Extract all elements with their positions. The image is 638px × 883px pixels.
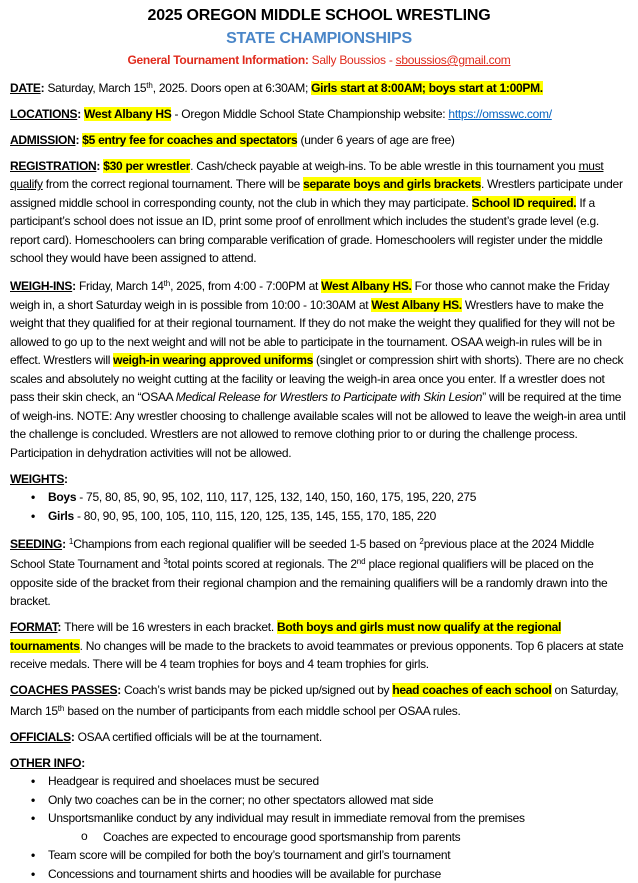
text-run: For those who cannot make the Friday weigh in, a short Saturday weigh in is possible from 10:00 - 10:30AM at [10, 279, 609, 312]
text-run: Headgear is required and shoelaces must be secured [48, 774, 319, 788]
text-run: , 2025, from 4:00 - 7:00PM at [170, 279, 321, 293]
text-run: : [71, 730, 78, 744]
weights-label: WEIGHTS [10, 472, 64, 486]
text-run: (singlet or compression shirt with shorts). There are no check scales and absolutely no weight cutting at the facility or leaving the weigh-in area once you enter. If a wrestler does not pass their skin check, an “OSAA [10, 353, 623, 404]
text-run: on Saturday, March 15 [10, 683, 618, 718]
text-run: There will be 16 wresters in each bracket. [64, 620, 277, 634]
text-run: previous place at the 2024 Middle School State Tournament and [10, 537, 594, 572]
text-run: , 2025. Doors open at 6:30AM; [153, 81, 311, 95]
text-run: th [164, 279, 170, 288]
list-item-text [103, 830, 460, 844]
text-run: : [117, 683, 124, 697]
section-other-info-heading [10, 754, 628, 773]
section-officials [10, 728, 628, 747]
website-link[interactable]: https://omsswc.com/ [448, 107, 551, 121]
section-weigh-ins [10, 275, 628, 462]
format-label: FORMAT [10, 620, 57, 634]
text-run: Girls start at 8:00AM; boys start at 1:00PM. [311, 81, 543, 95]
list-item-unsportsmanlike [10, 809, 628, 828]
email-link[interactable]: sboussios@gmail.com [396, 53, 511, 67]
list-item-text [48, 811, 525, 825]
weighins-label: WEIGH-INS [10, 279, 72, 293]
contact-line [10, 52, 628, 69]
bullet-icon: • [31, 846, 35, 865]
list-item-boys-weights [10, 488, 628, 507]
text-run: th [146, 81, 152, 90]
text-run: OSAA certified officials will be at the tournament. [78, 730, 322, 744]
section-seeding [10, 533, 628, 611]
text-run: Champions from each regional qualifier will be seeded 1-5 based on [73, 537, 419, 551]
text-run: weigh-in wearing approved uniforms [113, 353, 313, 367]
bullet-circle-icon: o [81, 827, 87, 846]
text-run: separate boys and girls brackets [303, 177, 481, 191]
text-run: Team score will be compiled for both the boy’s tournament and girl’s tournament [48, 848, 450, 862]
text-run: th [58, 704, 64, 713]
text-run: West Albany HS. [371, 298, 462, 312]
text-run: Both boys and girls must now qualify at the regional tournaments [10, 620, 561, 653]
section-locations [10, 105, 628, 124]
text-run: If a participant’s school does not issue an ID, print some proof of enrollment which includes the student’s grade level (e.g. report card). Homeschoolers can bring comparable verification of grade. Homeschoolers will register under the middle school they would have been assigned to attend. [10, 196, 602, 266]
text-run: Girls [48, 509, 74, 523]
text-run: 2 [419, 537, 423, 546]
list-item-text [48, 490, 476, 504]
coaches-passes-label: COACHES PASSES [10, 683, 117, 697]
list-item-girls-weights [10, 507, 628, 526]
text-run: : [41, 81, 48, 95]
text-run: $30 per wrestler [103, 159, 190, 173]
text-run: (under 6 years of age are free) [297, 133, 454, 147]
text-run: : [72, 279, 79, 293]
text-run: West Albany HS [84, 107, 171, 121]
text-run: Coaches are expected to encourage good sportsmanship from parents [103, 830, 460, 844]
text-run: 3 [163, 557, 167, 566]
list-item-text [48, 793, 433, 807]
text-run: : [64, 472, 68, 486]
text-run: Friday, March 14 [79, 279, 164, 293]
text-run: Unsportsmanlike conduct by any individual may result in immediate removal from the premises [48, 811, 525, 825]
text-run: nd [357, 557, 366, 566]
text-run: Coach’s wrist bands may be picked up/signed out by [124, 683, 392, 697]
bullet-icon: • [31, 791, 35, 810]
text-run: . Cash/check payable at weigh-ins. To be able wrestle in this tournament you [190, 159, 578, 173]
text-run: : [62, 537, 69, 551]
text-run: ” will be required at the time of weigh-ins. NOTE: Any wrestler choosing to challenge available scales will not be allowed to leave the weigh-in area until the challenge is concluded. Wrestlers are not allowed to remove clothing prior to or during the challenge process. Participation in dehydration activities will not be allowed. [10, 390, 626, 460]
text-run: . No changes will be made to the brackets to avoid teammates or previous opponents. Top 6 placers at state receive medals. There will be 4 team trophies for boys and 4 team trophies for girls. [10, 639, 623, 672]
bullet-icon: • [31, 809, 35, 828]
text-run: Only two coaches can be in the corner; no other spectators allowed mat side [48, 793, 433, 807]
admission-label: ADMISSION [10, 133, 75, 147]
text-run: Sally Boussios - [312, 53, 396, 67]
text-run: : [96, 159, 103, 173]
section-weights-heading [10, 470, 628, 489]
text-run: Concessions and tournament shirts and hoodies will be available for purchase [48, 867, 441, 881]
text-run: . Wrestlers participate under assigned middle school in corresponding county, not the club in which they may participate. [10, 177, 623, 210]
list-item-text [48, 867, 441, 881]
list-item-team-score [10, 846, 628, 865]
registration-label: REGISTRATION [10, 159, 96, 173]
text-run: - 80, 90, 95, 100, 105, 110, 115, 120, 125, 135, 145, 155, 170, 185, 220 [74, 509, 436, 523]
bullet-icon: • [31, 488, 35, 507]
bullet-icon: • [31, 772, 35, 791]
locations-label: LOCATIONS [10, 107, 77, 121]
section-format [10, 618, 628, 674]
section-admission [10, 131, 628, 150]
bullet-icon: • [31, 507, 35, 526]
text-run: from the correct regional tournament. There will be [43, 177, 303, 191]
list-item-text [48, 774, 319, 788]
list-item-concessions [10, 865, 628, 883]
page-title: 2025 OREGON MIDDLE SCHOOL WRESTLING [10, 5, 628, 26]
list-item-coaches-corner [10, 791, 628, 810]
text-run: : [57, 620, 64, 634]
text-run: General Tournament Information: [127, 53, 311, 67]
text-run: place regional qualifiers will be placed on the opposite side of the bracket from their regional champion and the remaining qualifiers will be a randomly drawn into the bracket. [10, 557, 607, 608]
section-registration [10, 157, 628, 268]
text-run: $5 entry fee for coaches and spectators [82, 133, 297, 147]
text-run: West Albany HS. [321, 279, 412, 293]
list-item-text [48, 848, 450, 862]
text-run: 1 [69, 537, 73, 546]
text-run: head coaches of each school [392, 683, 551, 697]
text-run: based on the number of participants from each middle school per OSAA rules. [64, 704, 460, 718]
officials-label: OFFICIALS [10, 730, 71, 744]
text-run: Saturday, March 15 [47, 81, 146, 95]
bullet-icon: • [31, 865, 35, 883]
text-run: : [77, 107, 84, 121]
text-run: : [81, 756, 85, 770]
text-run: Wrestlers have to make the weight that they qualified for at their regional tournament. If they do not make the weight they qualified for they will not be allowed to go up to the next weight and will not be able to participate in the tournament. OSAA weigh-in rules will be in effect. Wrestlers will [10, 298, 615, 368]
text-run: total points scored at regionals. The 2 [168, 557, 357, 571]
list-item-headgear [10, 772, 628, 791]
section-coaches-passes [10, 681, 628, 720]
other-info-label: OTHER INFO [10, 756, 81, 770]
text-run: - 75, 80, 85, 90, 95, 102, 110, 117, 125, 132, 140, 150, 160, 175, 195, 220, 275 [76, 490, 476, 504]
text-run: : [75, 133, 82, 147]
text-run: Boys [48, 490, 76, 504]
page-subtitle: STATE CHAMPIONSHIPS [10, 28, 628, 49]
text-run: Medical Release for Wrestlers to Participate with Skin Lesion [176, 390, 482, 404]
date-label: DATE [10, 81, 41, 95]
seeding-label: SEEDING [10, 537, 62, 551]
text-run: School ID required. [472, 196, 577, 210]
section-date [10, 77, 628, 98]
text-run: - Oregon Middle School State Championship website: [171, 107, 448, 121]
list-item-text [48, 509, 436, 523]
text-run: must qualify [10, 159, 603, 192]
list-item-sportsmanship-sub [10, 828, 628, 847]
